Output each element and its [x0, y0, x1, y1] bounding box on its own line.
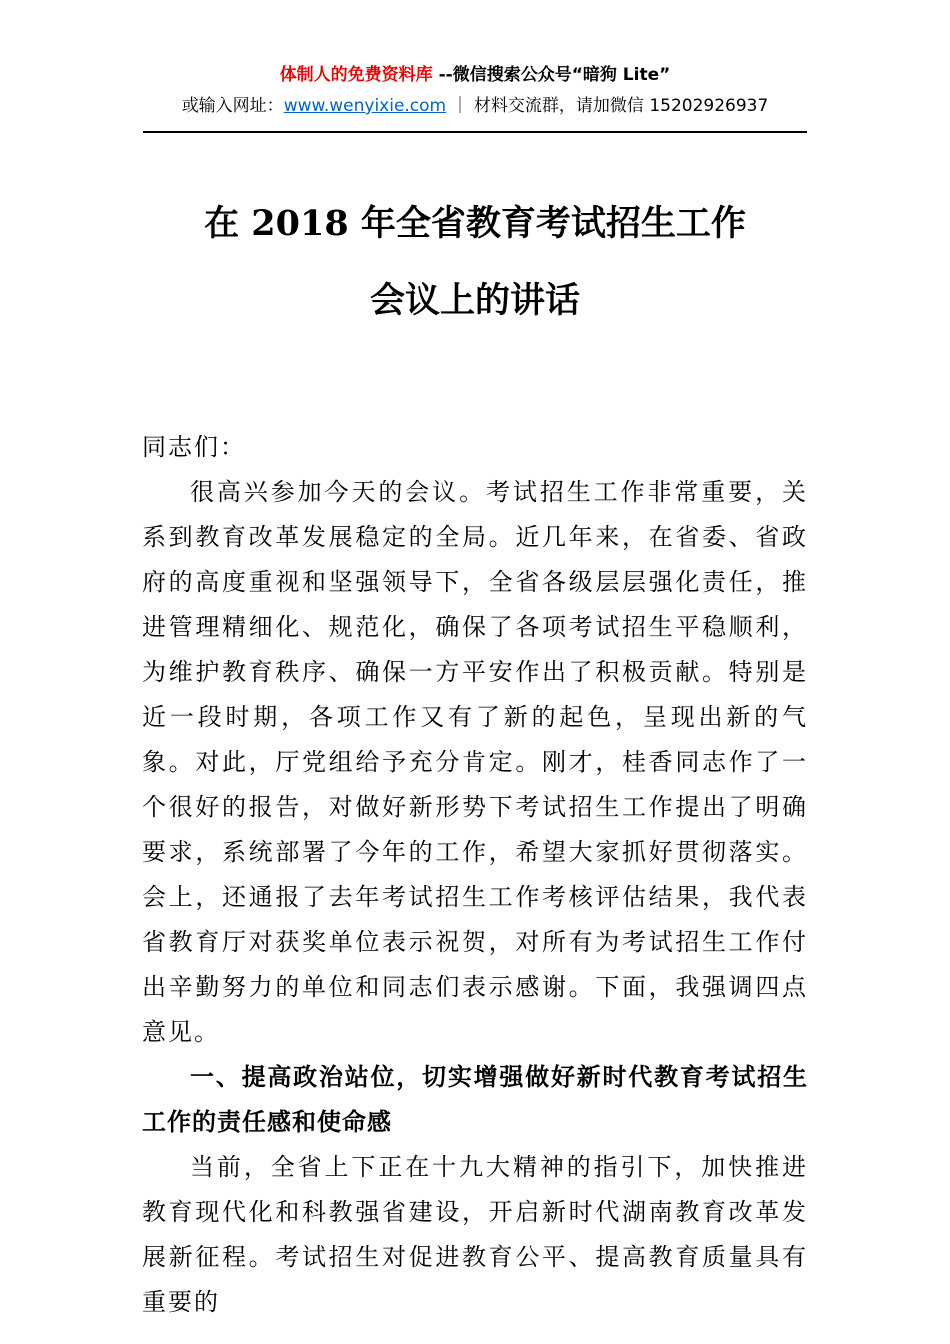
section-heading-1: 一、提高政治站位，切实增强做好新时代教育考试招生工作的责任感和使命感 [142, 1063, 808, 1136]
promo-header-line-1 [0, 60, 950, 91]
promo-header-line-2 [0, 91, 950, 122]
salutation: 同志们： [142, 433, 246, 461]
promo-url-link[interactable]: www.wenyixie.com [283, 96, 447, 116]
header-divider [143, 131, 807, 133]
promo-site-name: 体制人的免费资料库 [279, 65, 433, 85]
document-title [0, 185, 950, 339]
promo-contact-note: ｜ 材料交流群，请加微信 15202926937 [446, 96, 769, 116]
document-title-line-2: 会议上的讲话 [369, 280, 580, 321]
document-title-line-1: 在 2018 年全省教育考试招生工作 [204, 203, 746, 244]
paragraph-1: 很高兴参加今天的会议。考试招生工作非常重要，关系到教育改革发展稳定的全局。近几年来，在省委、省政府的高度重视和坚强领导下，全省各级层层强化责任，推进管理精细化、规范化，确保了各项考试招生平稳顺利，为维护教育秩序、确保一方平安作出了积极贡献。特别是近一段时期，各项工作又有了新的起色，呈现出新的气象。对此，厅党组给予充分肯定。刚才，桂香同志作了一个很好的报告，对做好新形势下考试招生工作提出了明确要求，系统部署了今年的工作，希望大家抓好贯彻落实。会上，还通报了去年考试招生工作考核评估结果，我代表省教育厅对获奖单位表示祝贺，对所有为考试招生工作付出辛勤努力的单位和同志们表示感谢。下面，我强调四点意见。 [142, 478, 808, 1046]
promo-url-label: 或输入网址： [181, 96, 284, 116]
paragraph-2: 当前，全省上下正在十九大精神的指引下，加快推进教育现代化和科教强省建设，开启新时代湖南教育改革发展新征程。考试招生对促进教育公平、提高教育质量具有重要的 [142, 1153, 808, 1316]
promo-header [0, 0, 950, 133]
document-body [142, 425, 808, 1325]
promo-wechat-note: --微信搜索公众号“暗狗 Lite” [432, 65, 671, 85]
